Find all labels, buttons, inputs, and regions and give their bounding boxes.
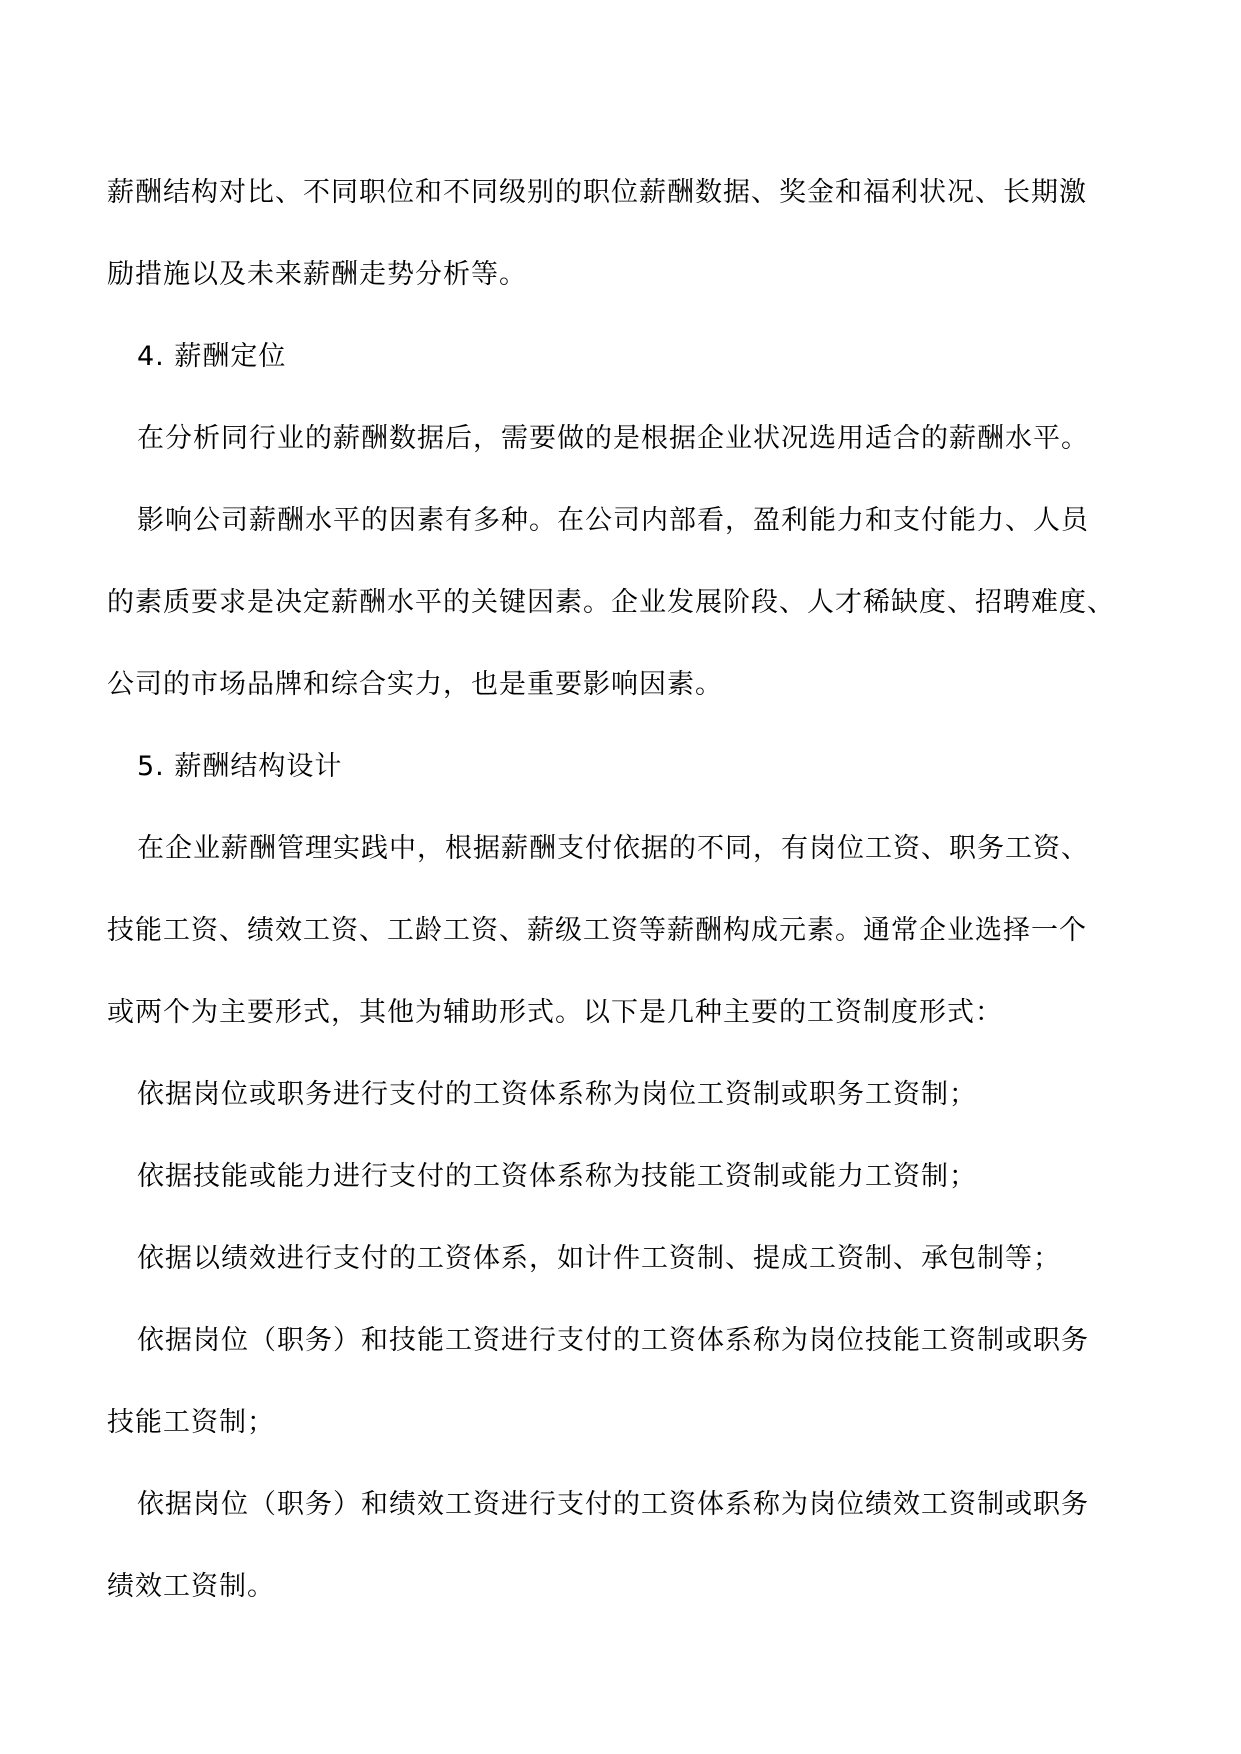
paragraph-line: 薪酬结构对比、不同职位和不同级别的职位薪酬数据、奖金和福利状况、长期激 bbox=[107, 177, 1087, 208]
paragraph-line: 在分析同行业的薪酬数据后，需要做的是根据企业状况选用适合的薪酬水平。 bbox=[137, 423, 1089, 454]
paragraph-line: 的素质要求是决定薪酬水平的关键因素。企业发展阶段、人才稀缺度、招聘难度、 bbox=[107, 587, 1115, 618]
paragraph-line: 依据岗位（职务）和技能工资进行支付的工资体系称为岗位技能工资制或职务 bbox=[137, 1325, 1089, 1356]
paragraph-line: 依据岗位（职务）和绩效工资进行支付的工资体系称为岗位绩效工资制或职务 bbox=[137, 1489, 1089, 1520]
paragraph-line: 在企业薪酬管理实践中，根据薪酬支付依据的不同，有岗位工资、职务工资、 bbox=[137, 833, 1089, 864]
paragraph-line: 依据岗位或职务进行支付的工资体系称为岗位工资制或职务工资制； bbox=[137, 1079, 977, 1110]
paragraph-line: 或两个为主要形式，其他为辅助形式。以下是几种主要的工资制度形式： bbox=[107, 997, 1003, 1028]
paragraph-line: 依据以绩效进行支付的工资体系，如计件工资制、提成工资制、承包制等； bbox=[137, 1243, 1061, 1274]
paragraph-line: 影响公司薪酬水平的因素有多种。在公司内部看，盈利能力和支付能力、人员 bbox=[137, 505, 1089, 536]
paragraph-line: 公司的市场品牌和综合实力，也是重要影响因素。 bbox=[107, 669, 723, 700]
paragraph-line: 绩效工资制。 bbox=[107, 1571, 275, 1602]
paragraph-line: 技能工资制； bbox=[107, 1407, 275, 1438]
section-heading: 4. 薪酬定位 bbox=[137, 341, 287, 372]
document-body bbox=[107, 152, 1147, 1628]
paragraph-line: 技能工资、绩效工资、工龄工资、薪级工资等薪酬构成元素。通常企业选择一个 bbox=[107, 915, 1087, 946]
paragraph-line: 依据技能或能力进行支付的工资体系称为技能工资制或能力工资制； bbox=[137, 1161, 977, 1192]
section-heading: 5. 薪酬结构设计 bbox=[137, 751, 343, 782]
paragraph-line: 励措施以及未来薪酬走势分析等。 bbox=[107, 259, 527, 290]
